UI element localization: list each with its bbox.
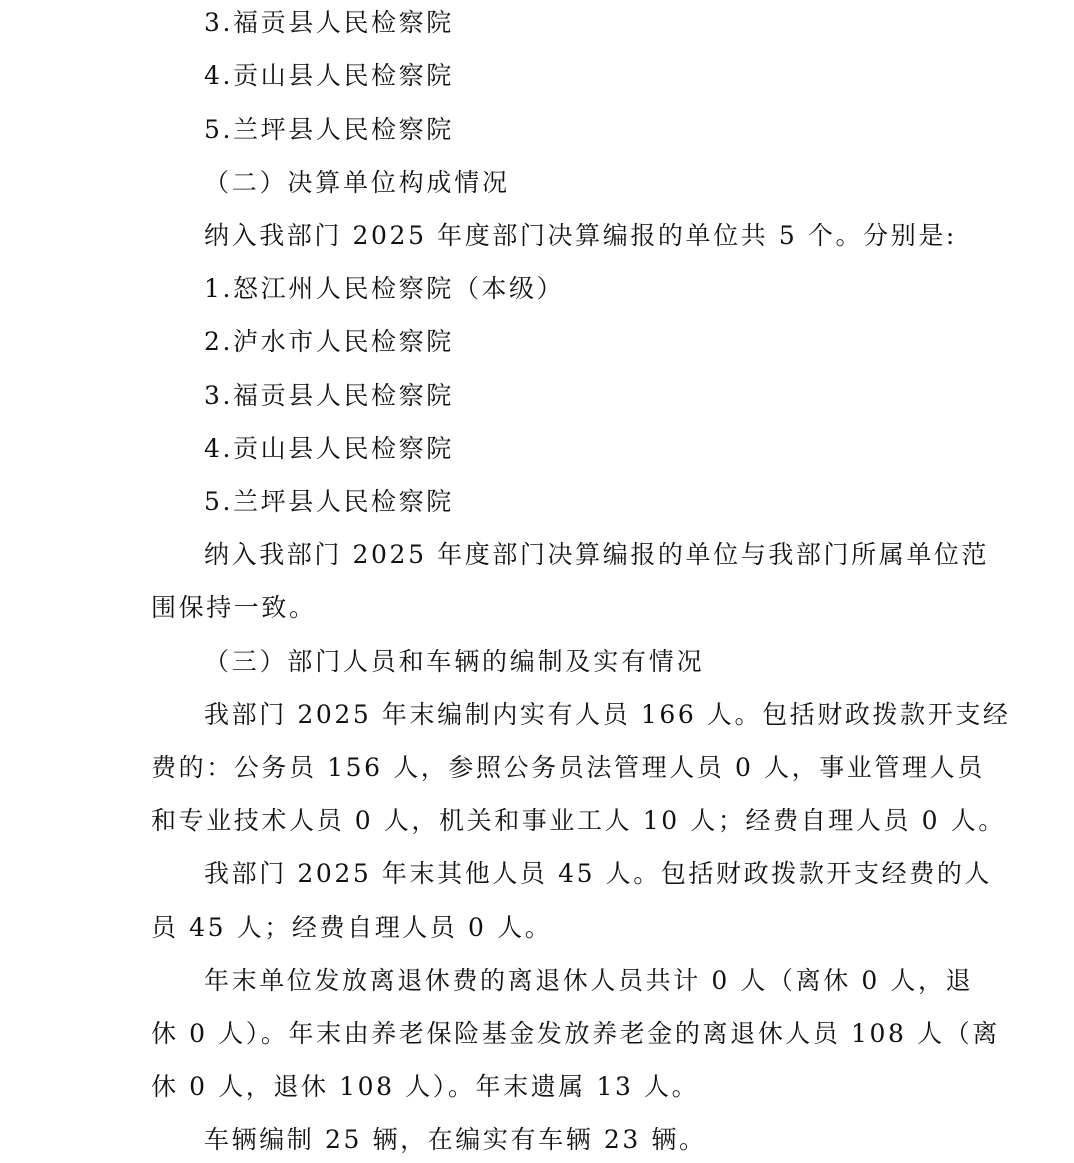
- section-heading-2: （二）决算单位构成情况: [204, 168, 510, 197]
- list-item-lanping-1: 5.兰坪县人民检察院: [204, 115, 454, 144]
- list-item-nujiang: 1.怒江州人民检察院（本级）: [204, 274, 565, 303]
- paragraph-retirees-line-2: 休 0 人）。年末由养老保险基金发放养老金的离退休人员 108 人（离: [151, 1019, 1000, 1048]
- paragraph-scope-line-2: 围保持一致。: [151, 593, 317, 622]
- paragraph-other-staff-line-1: 我部门 2025 年末其他人员 45 人。包括财政拨款开支经费的人: [204, 859, 993, 888]
- paragraph-staff-line-2: 费的：公务员 156 人，参照公务员法管理人员 0 人，事业管理人员: [151, 753, 985, 782]
- paragraph-staff-line-1: 我部门 2025 年末编制内实有人员 166 人。包括财政拨款开支经: [204, 700, 1011, 729]
- paragraph-unit-count: 纳入我部门 2025 年度部门决算编报的单位共 5 个。分别是:: [204, 221, 957, 250]
- paragraph-vehicles: 车辆编制 25 辆，在编实有车辆 23 辆。: [204, 1125, 707, 1154]
- paragraph-retirees-line-1: 年末单位发放离退休费的离退休人员共计 0 人（离休 0 人，退: [204, 966, 974, 995]
- list-item-fugong-1: 3.福贡县人民检察院: [204, 8, 454, 37]
- list-item-gongshan-2: 4.贡山县人民检察院: [204, 434, 454, 463]
- paragraph-other-staff-line-2: 员 45 人；经费自理人员 0 人。: [151, 913, 553, 942]
- section-heading-3: （三）部门人员和车辆的编制及实有情况: [204, 647, 705, 676]
- paragraph-retirees-line-3: 休 0 人，退休 108 人）。年末遗属 13 人。: [151, 1072, 700, 1101]
- list-item-lushui: 2.泸水市人民检察院: [204, 327, 454, 356]
- list-item-fugong-2: 3.福贡县人民检察院: [204, 381, 454, 410]
- list-item-lanping-2: 5.兰坪县人民检察院: [204, 487, 454, 516]
- list-item-gongshan-1: 4.贡山县人民检察院: [204, 61, 454, 90]
- paragraph-scope-line-1: 纳入我部门 2025 年度部门决算编报的单位与我部门所属单位范: [204, 540, 990, 569]
- paragraph-staff-line-3: 和专业技术人员 0 人，机关和事业工人 10 人；经费自理人员 0 人。: [151, 806, 1006, 835]
